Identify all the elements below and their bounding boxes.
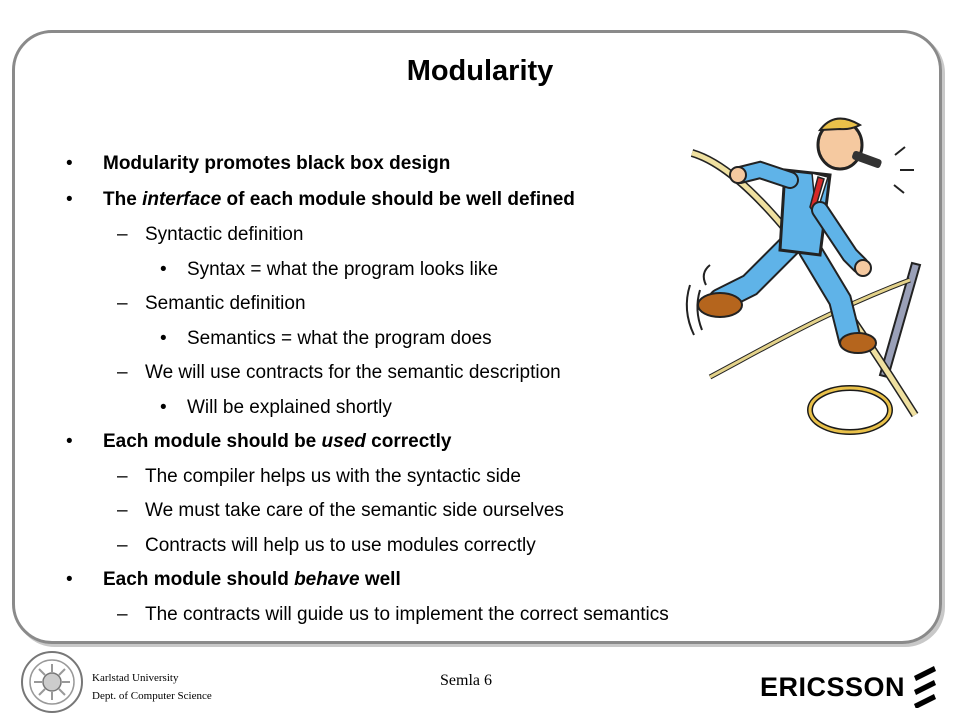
sub-sub-bullet-semantics: Semantics = what the program does bbox=[187, 328, 492, 349]
footer-university: Karlstad University bbox=[92, 672, 179, 684]
dash-marker: – bbox=[117, 500, 128, 521]
bullet-marker: • bbox=[160, 259, 167, 280]
bullet-used bbox=[103, 431, 451, 453]
ericsson-logo-icon bbox=[910, 664, 940, 708]
sub-sub-bullet-explained: Will be explained shortly bbox=[187, 397, 392, 418]
dash-marker: – bbox=[117, 362, 128, 383]
bullet-interface bbox=[103, 189, 575, 211]
sub-bullet-contracts-help: Contracts will help us to use modules correctly bbox=[145, 535, 536, 556]
bullet-text: of each module should be well defined bbox=[221, 189, 575, 210]
sub-bullet-contracts: We will use contracts for the semantic description bbox=[145, 362, 561, 383]
dash-marker: – bbox=[117, 535, 128, 556]
sub-bullet-guide: The contracts will guide us to implement the correct semantics bbox=[145, 604, 669, 625]
bullet-text: The bbox=[103, 189, 143, 210]
footer-department: Dept. of Computer Science bbox=[92, 690, 212, 702]
bullet-text-italic: behave bbox=[294, 569, 360, 590]
bullet-text: correctly bbox=[365, 431, 452, 452]
dash-marker: – bbox=[117, 224, 128, 245]
bullet-marker: • bbox=[66, 153, 73, 174]
dash-marker: – bbox=[117, 466, 128, 487]
bullet-text-italic: used bbox=[321, 431, 366, 452]
bullet-behave bbox=[103, 569, 401, 591]
bullet-marker: • bbox=[66, 431, 73, 452]
bullet-marker: • bbox=[66, 189, 73, 210]
tightrope-businessman-illustration bbox=[680, 115, 950, 435]
bullet-text: Each module should bbox=[103, 569, 295, 590]
bullet-marker: • bbox=[66, 569, 73, 590]
bullet-text: Each module should be bbox=[103, 431, 322, 452]
sub-bullet-semantic: Semantic definition bbox=[145, 293, 306, 314]
sub-bullet-semantic-side: We must take care of the semantic side ourselves bbox=[145, 500, 564, 521]
slide-number: Semla 6 bbox=[440, 672, 492, 689]
bullet-text: Modularity promotes black box design bbox=[103, 153, 451, 174]
sub-bullet-compiler: The compiler helps us with the syntactic side bbox=[145, 466, 521, 487]
dash-marker: – bbox=[117, 604, 128, 625]
university-seal-icon bbox=[20, 650, 84, 714]
bullet-marker: • bbox=[160, 397, 167, 418]
bullet-text: well bbox=[359, 569, 401, 590]
ericsson-wordmark: ERICSSON bbox=[760, 672, 906, 702]
bullet-marker: • bbox=[160, 328, 167, 349]
slide-title: Modularity bbox=[406, 55, 554, 87]
bullet-text-italic: interface bbox=[142, 189, 222, 210]
sub-bullet-syntactic: Syntactic definition bbox=[145, 224, 304, 245]
bullet-black-box bbox=[103, 153, 450, 175]
dash-marker: – bbox=[117, 293, 128, 314]
sub-sub-bullet-syntax: Syntax = what the program looks like bbox=[187, 259, 499, 280]
